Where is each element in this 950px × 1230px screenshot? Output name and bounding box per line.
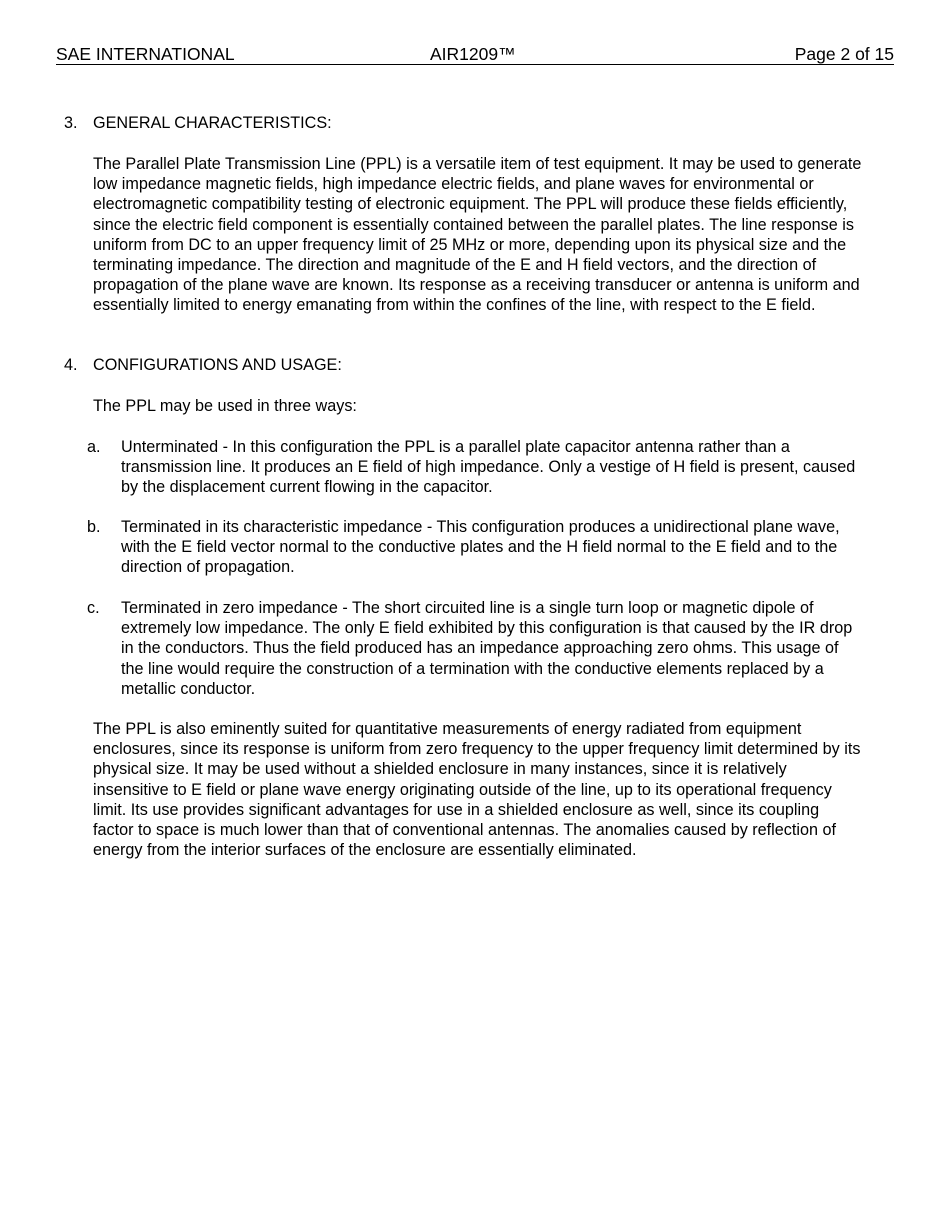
header-org: SAE INTERNATIONAL	[56, 44, 235, 64]
page-header	[56, 44, 894, 65]
section-3-paragraph: The Parallel Plate Transmission Line (PPL) is a versatile item of test equipment. It may be used to generate low impedance magnetic fields, high impedance electric fields, and plane waves for environmental or electromagnetic compatibility testing of electronic equipment. The PPL will produce these fields efficiently, since the electric field component is essentially contained between the parallel plates. The line response is uniform from DC to an upper frequency limit of 25 MHz or more, depending upon its physical size and the terminating impedance. The direction and magnitude of the E and H field vectors, and the direction of propagation of the plane wave are known. Its response as a receiving transducer or antenna is uniform and essentially limited to energy emanating from within the confines of the line, with respect to the E field.	[93, 155, 862, 315]
list-item-text: Unterminated - In this configuration the PPL is a parallel plate capacitor antenna rather than a transmission line. It produces an E field of high impedance. Only a vestige of H field is present, caused by the displacement current flowing in the capacitor.	[121, 438, 856, 497]
section-number: 3.	[64, 114, 78, 132]
list-item-text: Terminated in its characteristic impedance - This configuration produces a unidirectional plane wave, with the E field vector normal to the conductive plates and the H field normal to the E field and to the direction of propagation.	[121, 518, 840, 577]
section-number: 4.	[64, 356, 78, 374]
section-4-closing-paragraph: The PPL is also eminently suited for quantitative measurements of energy radiated from equipment enclosures, since its response is uniform from zero frequency to the upper frequency limit determined by its physical size. It may be used without a shielded enclosure in many instances, since it is relatively insensitive to E field or plane wave energy originating outside of the line, up to its operational frequency limit. Its use provides significant advantages for use in a shielded enclosure as well, since its coupling factor to space is much lower than that of conventional antennas. The anomalies caused by reflection of energy from the interior surfaces of the enclosure are essentially eliminated.	[93, 720, 861, 860]
list-item-text: Terminated in zero impedance - The short circuited line is a single turn loop or magnetic dipole of extremely low impedance. The only E field exhibited by this configuration is that caused by the IR drop in the conductors. Thus the field produced has an impedance approaching zero ohms. This usage of the line would require the construction of a termination with the conductive elements replaced by a metallic conductor.	[121, 599, 853, 698]
header-page-number: Page 2 of 15	[794, 44, 894, 64]
section-title: CONFIGURATIONS AND USAGE:	[93, 356, 342, 374]
list-item-label: c.	[87, 599, 100, 617]
section-4-intro: The PPL may be used in three ways:	[93, 397, 357, 415]
list-item-label: b.	[87, 518, 101, 536]
list-item-label: a.	[87, 438, 101, 456]
header-doc-id: AIR1209™	[430, 44, 516, 64]
section-title: GENERAL CHARACTERISTICS:	[93, 114, 332, 132]
